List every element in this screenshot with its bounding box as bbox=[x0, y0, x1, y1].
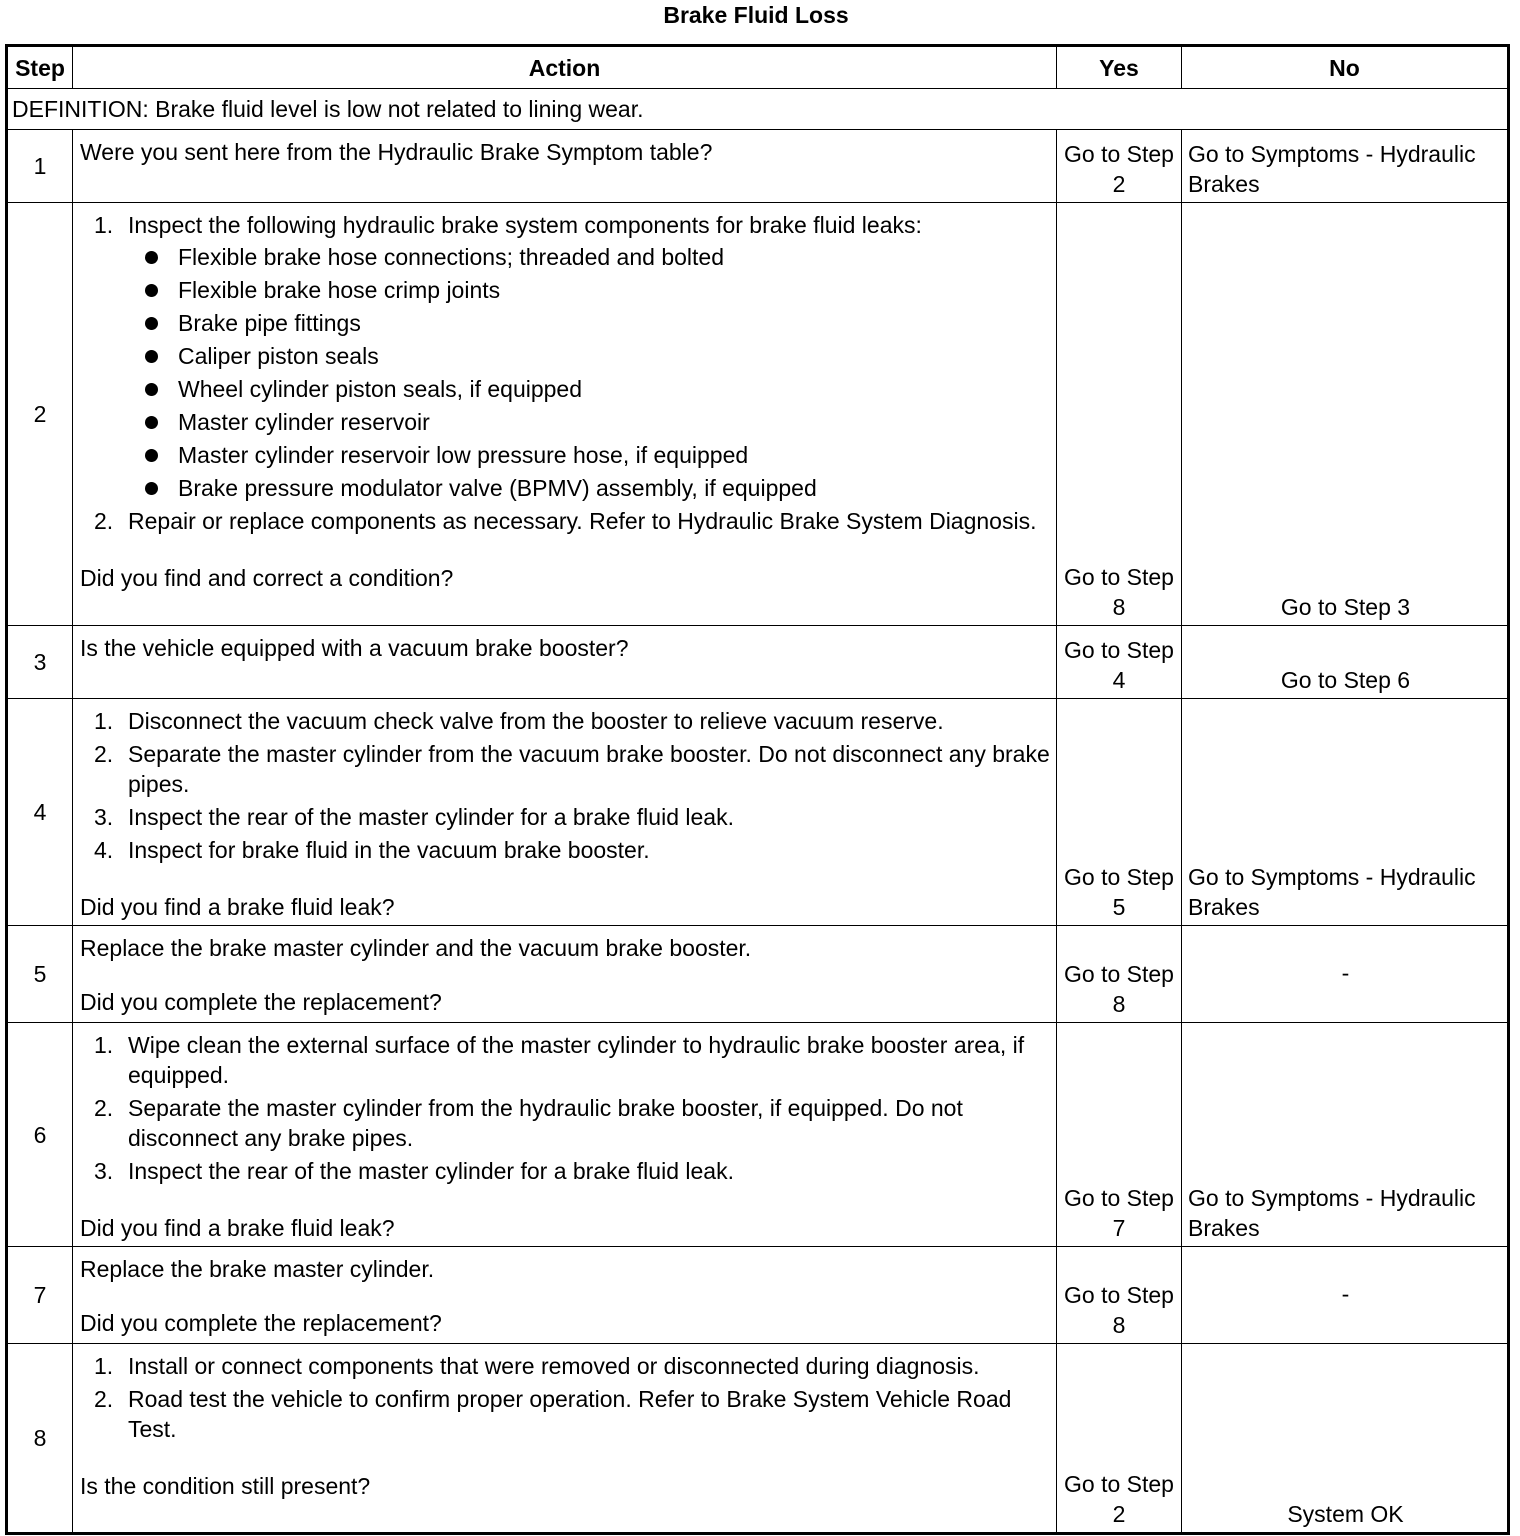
procedure-list bbox=[80, 1351, 1050, 1444]
item-number: 2. bbox=[94, 741, 114, 767]
instruction-text: Replace the brake master cylinder. bbox=[80, 1256, 435, 1282]
action-cell bbox=[73, 130, 1057, 203]
table-row bbox=[7, 626, 1509, 699]
item-number: 1. bbox=[94, 1353, 114, 1379]
action-cell bbox=[73, 699, 1057, 926]
procedure-item bbox=[80, 835, 1050, 865]
item-number: 2. bbox=[94, 1095, 114, 1121]
no-cell: - bbox=[1182, 926, 1509, 1023]
procedure-item bbox=[80, 802, 1050, 832]
procedure-list bbox=[80, 1030, 1050, 1186]
item-number: 3. bbox=[94, 1158, 114, 1184]
question-text: Did you complete the replacement? bbox=[80, 1310, 442, 1336]
step-number: 7 bbox=[7, 1247, 73, 1344]
procedure-item bbox=[80, 1156, 1050, 1186]
component-list bbox=[128, 242, 1050, 503]
action-cell bbox=[73, 203, 1057, 626]
item-text: Repair or replace components as necessary. Refer to Hydraulic Brake System Diagnosis. bbox=[128, 508, 1037, 534]
table-row bbox=[7, 1344, 1509, 1534]
list-item: Wheel cylinder piston seals, if equipped bbox=[128, 374, 1050, 404]
list-item: Flexible brake hose connections; threaded and bolted bbox=[128, 242, 1050, 272]
no-cell: - bbox=[1182, 1247, 1509, 1344]
no-cell: System OK bbox=[1182, 1344, 1509, 1534]
item-text: Inspect the following hydraulic brake system components for brake fluid leaks: bbox=[128, 212, 922, 238]
yes-cell: Go to Step 5 bbox=[1057, 699, 1182, 926]
item-number: 1. bbox=[94, 708, 114, 734]
question-text: Did you find and correct a condition? bbox=[80, 565, 454, 591]
item-text: Wipe clean the external surface of the master cylinder to hydraulic brake booster area, if equipped. bbox=[128, 1032, 1025, 1088]
item-number: 1. bbox=[94, 212, 114, 238]
item-text: Separate the master cylinder from the hydraulic brake booster, if equipped. Do not disconnect any brake pipes. bbox=[128, 1095, 963, 1151]
item-text: Inspect for brake fluid in the vacuum brake booster. bbox=[128, 837, 650, 863]
list-item: Brake pressure modulator valve (BPMV) assembly, if equipped bbox=[128, 473, 1050, 503]
definition-row bbox=[7, 89, 1509, 130]
action-cell bbox=[73, 1023, 1057, 1247]
list-item: Flexible brake hose crimp joints bbox=[128, 275, 1050, 305]
item-text: Inspect the rear of the master cylinder for a brake fluid leak. bbox=[128, 804, 734, 830]
list-item: Brake pipe fittings bbox=[128, 308, 1050, 338]
procedure-item bbox=[80, 1093, 1050, 1153]
item-number: 3. bbox=[94, 804, 114, 830]
procedure-item bbox=[80, 1351, 1050, 1381]
table-row bbox=[7, 699, 1509, 926]
question-text: Did you complete the replacement? bbox=[80, 989, 442, 1015]
question-text: Is the condition still present? bbox=[80, 1473, 371, 1499]
yes-cell: Go to Step 2 bbox=[1057, 1344, 1182, 1534]
action-cell bbox=[73, 926, 1057, 1023]
procedure-item bbox=[80, 210, 1050, 503]
question-text: Did you find a brake fluid leak? bbox=[80, 894, 395, 920]
question-text: Did you find a brake fluid leak? bbox=[80, 1215, 395, 1241]
item-number: 1. bbox=[94, 1032, 114, 1058]
action-cell bbox=[73, 1344, 1057, 1534]
item-text: Install or connect components that were removed or disconnected during diagnosis. bbox=[128, 1353, 980, 1379]
definition-text: DEFINITION: Brake fluid level is low not related to lining wear. bbox=[7, 89, 1509, 130]
item-number: 2. bbox=[94, 508, 114, 534]
yes-cell: Go to Step 8 bbox=[1057, 1247, 1182, 1344]
question-text: Is the vehicle equipped with a vacuum brake booster? bbox=[80, 635, 629, 661]
step-number: 5 bbox=[7, 926, 73, 1023]
step-number: 8 bbox=[7, 1344, 73, 1534]
procedure-item bbox=[80, 1030, 1050, 1090]
step-number: 1 bbox=[7, 130, 73, 203]
item-text: Road test the vehicle to confirm proper operation. Refer to Brake System Vehicle Road Test. bbox=[128, 1386, 1012, 1442]
item-text: Separate the master cylinder from the vacuum brake booster. Do not disconnect any brake pipes. bbox=[128, 741, 1050, 797]
procedure-item bbox=[80, 739, 1050, 799]
yes-cell: Go to Step 7 bbox=[1057, 1023, 1182, 1247]
page-title: Brake Fluid Loss bbox=[663, 2, 849, 28]
item-number: 2. bbox=[94, 1386, 114, 1412]
list-item: Master cylinder reservoir low pressure hose, if equipped bbox=[128, 440, 1050, 470]
yes-cell: Go to Step 8 bbox=[1057, 926, 1182, 1023]
no-cell: Go to Step 3 bbox=[1182, 203, 1509, 626]
step-number: 6 bbox=[7, 1023, 73, 1247]
table-row bbox=[7, 1247, 1509, 1344]
header-no: No bbox=[1182, 46, 1509, 89]
table-row bbox=[7, 1023, 1509, 1247]
header-row bbox=[7, 46, 1509, 89]
item-number: 4. bbox=[94, 837, 114, 863]
procedure-item bbox=[80, 1384, 1050, 1444]
item-text: Inspect the rear of the master cylinder for a brake fluid leak. bbox=[128, 1158, 734, 1184]
yes-cell: Go to Step 8 bbox=[1057, 203, 1182, 626]
table-row bbox=[7, 926, 1509, 1023]
list-item: Master cylinder reservoir bbox=[128, 407, 1050, 437]
no-cell: Go to Symptoms - Hydraulic Brakes bbox=[1182, 699, 1509, 926]
procedure-list bbox=[80, 706, 1050, 865]
header-yes: Yes bbox=[1057, 46, 1182, 89]
yes-cell: Go to Step 2 bbox=[1057, 130, 1182, 203]
procedure-item bbox=[80, 706, 1050, 736]
step-number: 4 bbox=[7, 699, 73, 926]
no-cell: Go to Step 6 bbox=[1182, 626, 1509, 699]
question-text: Were you sent here from the Hydraulic Brake Symptom table? bbox=[80, 139, 713, 165]
step-number: 3 bbox=[7, 626, 73, 699]
procedure-list bbox=[80, 210, 1050, 536]
yes-cell: Go to Step 4 bbox=[1057, 626, 1182, 699]
item-text: Disconnect the vacuum check valve from the booster to relieve vacuum reserve. bbox=[128, 708, 944, 734]
header-step: Step bbox=[7, 46, 73, 89]
action-cell bbox=[73, 1247, 1057, 1344]
no-cell: Go to Symptoms - Hydraulic Brakes bbox=[1182, 130, 1509, 203]
list-item: Caliper piston seals bbox=[128, 341, 1050, 371]
table-row bbox=[7, 130, 1509, 203]
header-action: Action bbox=[73, 46, 1057, 89]
diagnostic-table bbox=[5, 44, 1510, 1535]
procedure-item bbox=[80, 506, 1050, 536]
no-cell: Go to Symptoms - Hydraulic Brakes bbox=[1182, 1023, 1509, 1247]
action-cell bbox=[73, 626, 1057, 699]
table-row bbox=[7, 203, 1509, 626]
step-number: 2 bbox=[7, 203, 73, 626]
instruction-text: Replace the brake master cylinder and the vacuum brake booster. bbox=[80, 935, 752, 961]
